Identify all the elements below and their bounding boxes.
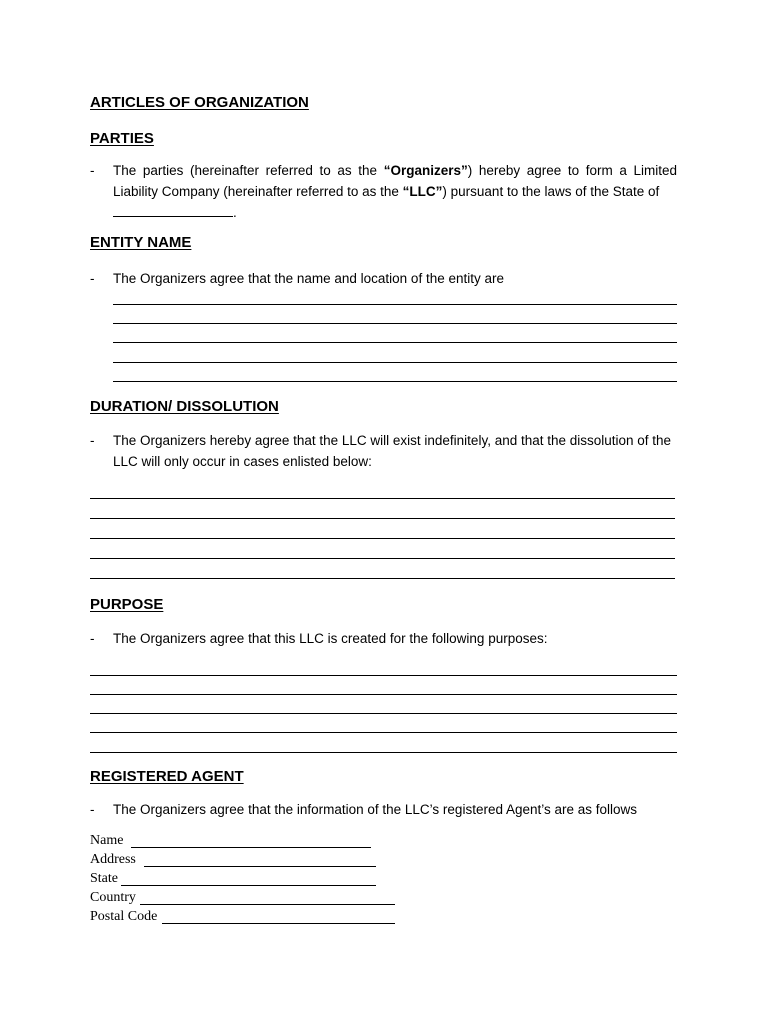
bullet-dash: -: [90, 631, 95, 646]
purpose-text: The Organizers agree that this LLC is created for the following purposes:: [113, 631, 548, 646]
duration-text: The Organizers hereby agree that the LLC will exist indefinitely, and that the dissolution of the LLC will only occur in cases enlisted below:: [113, 433, 672, 469]
purpose-blank-line: [90, 713, 677, 714]
bullet-dash: -: [90, 433, 95, 448]
agent-postal-code-field: [90, 908, 400, 926]
entity-blank-line: [113, 304, 677, 305]
agent-address-label: Address: [90, 852, 136, 867]
registered-agent-heading: REGISTERED AGENT: [90, 768, 244, 785]
agent-address-field: [90, 851, 380, 869]
duration-blank-line: [90, 498, 675, 499]
entity-name-heading: ENTITY NAME: [90, 234, 192, 251]
duration-heading: DURATION/ DISSOLUTION: [90, 398, 279, 415]
entity-blank-line: [113, 381, 677, 382]
purpose-paragraph: [90, 629, 677, 650]
duration-blank-line: [90, 578, 675, 579]
purpose-blank-line: [90, 694, 677, 695]
duration-paragraph: [90, 431, 673, 472]
duration-blank-line: [90, 558, 675, 559]
bullet-dash: -: [90, 271, 95, 286]
parties-text: [113, 161, 677, 224]
duration-blank-line: [90, 538, 675, 539]
agent-address-blank-line: [144, 866, 376, 867]
bullet-dash: -: [90, 163, 95, 178]
entity-blank-line: [113, 362, 677, 363]
agent-name-blank-line: [131, 847, 371, 848]
agent-country-field: [90, 889, 400, 907]
agent-state-label: State: [90, 871, 118, 886]
agent-state-blank-line: [121, 885, 376, 886]
parties-paragraph: [90, 161, 677, 224]
parties-text-part-3: ) pursuant to the laws of the State of: [442, 183, 660, 199]
organizers-term: “Organizers”: [383, 163, 468, 178]
parties-heading: PARTIES: [90, 130, 154, 147]
entity-name-paragraph: [90, 269, 677, 290]
agent-country-label: Country: [90, 890, 136, 905]
parties-text-part-1: The parties (hereinafter referred to as the: [113, 163, 384, 178]
entity-name-text: The Organizers agree that the name and location of the entity are: [113, 271, 504, 286]
entity-blank-line: [113, 323, 677, 324]
duration-blank-line: [90, 518, 675, 519]
parties-end-punct: .: [233, 205, 237, 220]
purpose-blank-line: [90, 752, 677, 753]
agent-country-blank-line: [140, 904, 395, 905]
parties-text-part-2: ) hereby agree to form a Limited Liability Company (hereinafter referred to as the: [113, 163, 677, 199]
agent-name-label: Name: [90, 833, 124, 848]
document-title: ARTICLES OF ORGANIZATION: [90, 94, 309, 111]
registered-agent-paragraph: [90, 800, 677, 821]
purpose-heading: PURPOSE: [90, 596, 164, 613]
purpose-blank-line: [90, 675, 677, 676]
entity-blank-line: [113, 342, 677, 343]
bullet-dash: -: [90, 802, 95, 817]
registered-agent-text: The Organizers agree that the information of the LLC’s registered Agent’s are as follows: [113, 802, 638, 817]
agent-state-field: [90, 870, 380, 888]
llc-term: “LLC”: [402, 183, 443, 199]
agent-name-field: [90, 832, 380, 850]
agent-postal-code-label: Postal Code: [90, 909, 158, 924]
agent-postal-code-blank-line: [162, 923, 395, 924]
purpose-blank-line: [90, 732, 677, 733]
state-blank-line: [113, 202, 233, 217]
